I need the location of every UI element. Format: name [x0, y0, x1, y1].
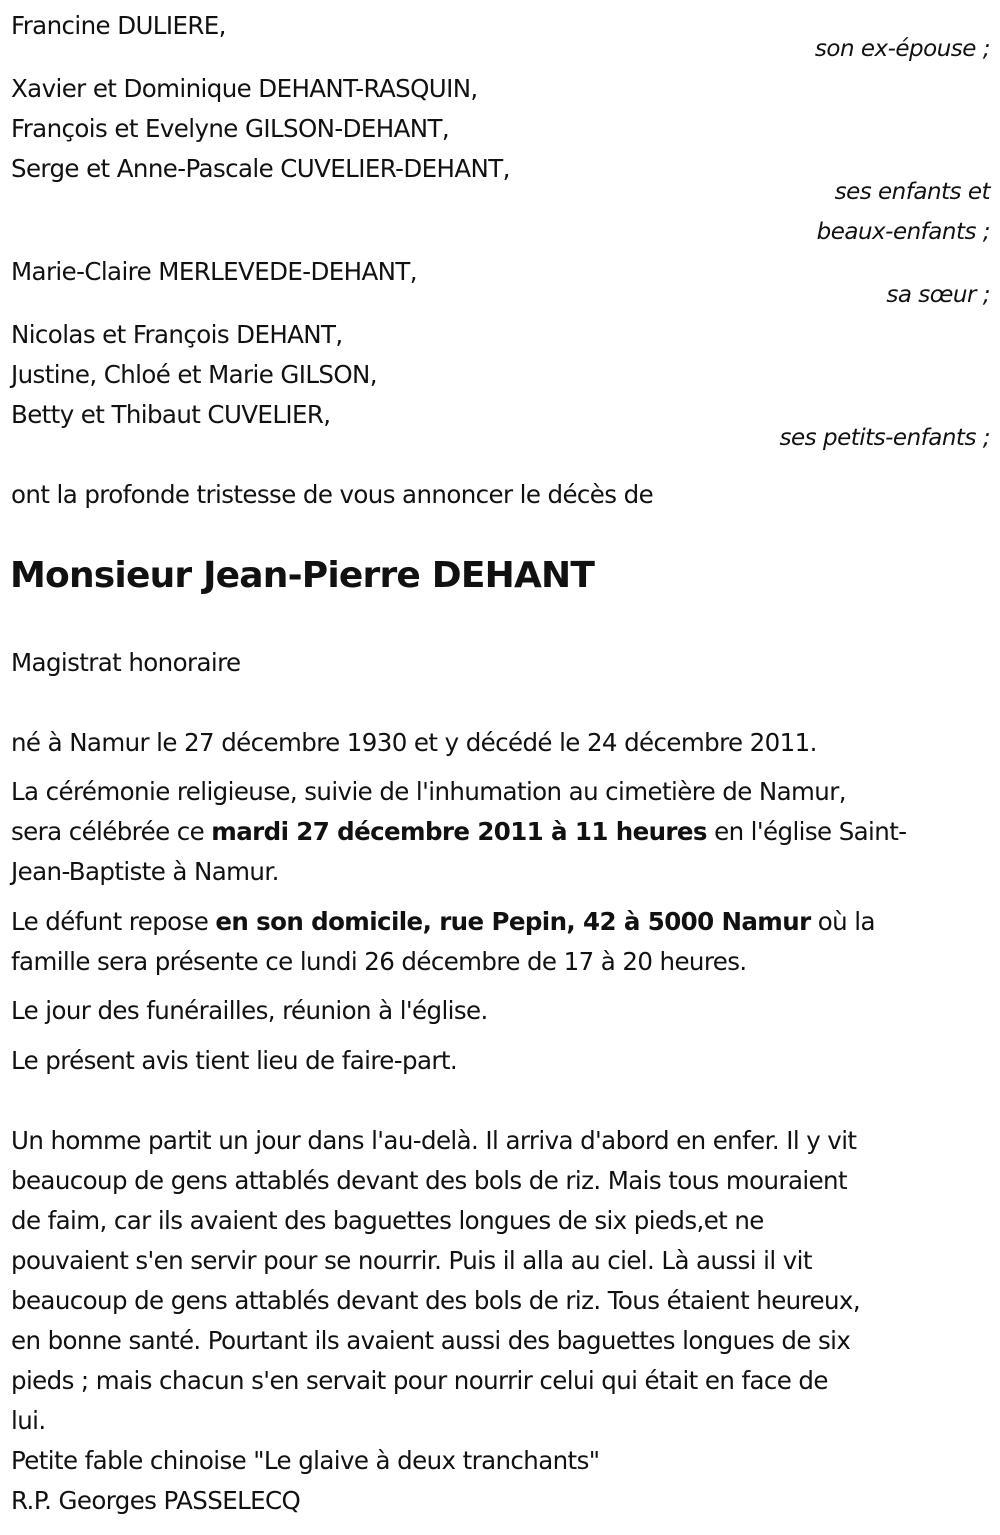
notice-text: Le présent avis tient lieu de faire-part.: [11, 1046, 458, 1075]
ceremony-text: en l'église Saint-: [706, 817, 907, 846]
ceremony-text: sera célébrée ce: [11, 817, 212, 846]
repose-text: où la: [810, 907, 875, 936]
fable-line: pieds ; mais chacun s'en servait pour nourrir celui qui était en face de: [11, 1366, 828, 1395]
repose-text: Le défunt repose: [11, 907, 216, 936]
deceased-title: Magistrat honoraire: [11, 648, 241, 677]
ceremony-line: La cérémonie religieuse, suivie de l'inhumation au cimetière de Namur,: [11, 777, 846, 806]
family-name: Marie-Claire MERLEVEDE-DEHANT,: [11, 257, 417, 286]
family-name: Nicolas et François DEHANT,: [11, 320, 343, 349]
fable-line: beaucoup de gens attablés devant des bols de riz. Tous étaient heureux,: [11, 1286, 861, 1315]
family-name: François et Evelyne GILSON-DEHANT,: [11, 114, 450, 143]
fable-author: R.P. Georges PASSELECQ: [11, 1486, 301, 1515]
family-name: Serge et Anne-Pascale CUVELIER-DEHANT,: [11, 154, 510, 183]
ceremony-line: [11, 817, 906, 847]
ceremony-line: Jean-Baptiste à Namur.: [11, 857, 279, 886]
fable-line: pouvaient s'en servir pour se nourrir. Puis il alla au ciel. Là aussi il vit: [11, 1246, 812, 1275]
announcement-text: ont la profonde tristesse de vous annoncer le décès de: [11, 480, 654, 509]
fable-source: Petite fable chinoise "Le glaive à deux tranchants": [11, 1446, 600, 1475]
fable-line: en bonne santé. Pourtant ils avaient aussi des baguettes longues de six: [11, 1326, 851, 1355]
fable-line: Un homme partit un jour dans l'au-delà. Il arriva d'abord en enfer. Il y vit: [11, 1126, 857, 1155]
family-relation: ses enfants et: [834, 179, 990, 205]
family-relation: beaux-enfants ;: [816, 219, 990, 245]
deceased-name: Monsieur Jean-Pierre DEHANT: [10, 555, 595, 596]
family-name: Betty et Thibaut CUVELIER,: [11, 400, 331, 429]
repose-line: [11, 907, 875, 937]
fable-line: beaucoup de gens attablés devant des bols de riz. Mais tous mouraient: [11, 1166, 847, 1195]
family-relation: ses petits-enfants ;: [779, 425, 990, 451]
family-name: Xavier et Dominique DEHANT-RASQUIN,: [11, 74, 478, 103]
family-relation: son ex-épouse ;: [814, 36, 990, 62]
family-relation: sa sœur ;: [886, 282, 990, 308]
family-name: Justine, Chloé et Marie GILSON,: [11, 360, 377, 389]
fable-line: lui.: [11, 1406, 46, 1435]
fable-line: de faim, car ils avaient des baguettes longues de six pieds,et ne: [11, 1206, 764, 1235]
funeral-meeting-text: Le jour des funérailles, réunion à l'église.: [11, 996, 488, 1025]
family-name: Francine DULIERE,: [11, 11, 226, 40]
birth-death-text: né à Namur le 27 décembre 1930 et y décédé le 24 décembre 2011.: [11, 728, 817, 757]
ceremony-datetime: mardi 27 décembre 2011 à 11 heures: [211, 817, 707, 846]
repose-line: famille sera présente ce lundi 26 décembre de 17 à 20 heures.: [11, 947, 747, 976]
repose-address: en son domicile, rue Pepin, 42 à 5000 Namur: [215, 907, 811, 936]
